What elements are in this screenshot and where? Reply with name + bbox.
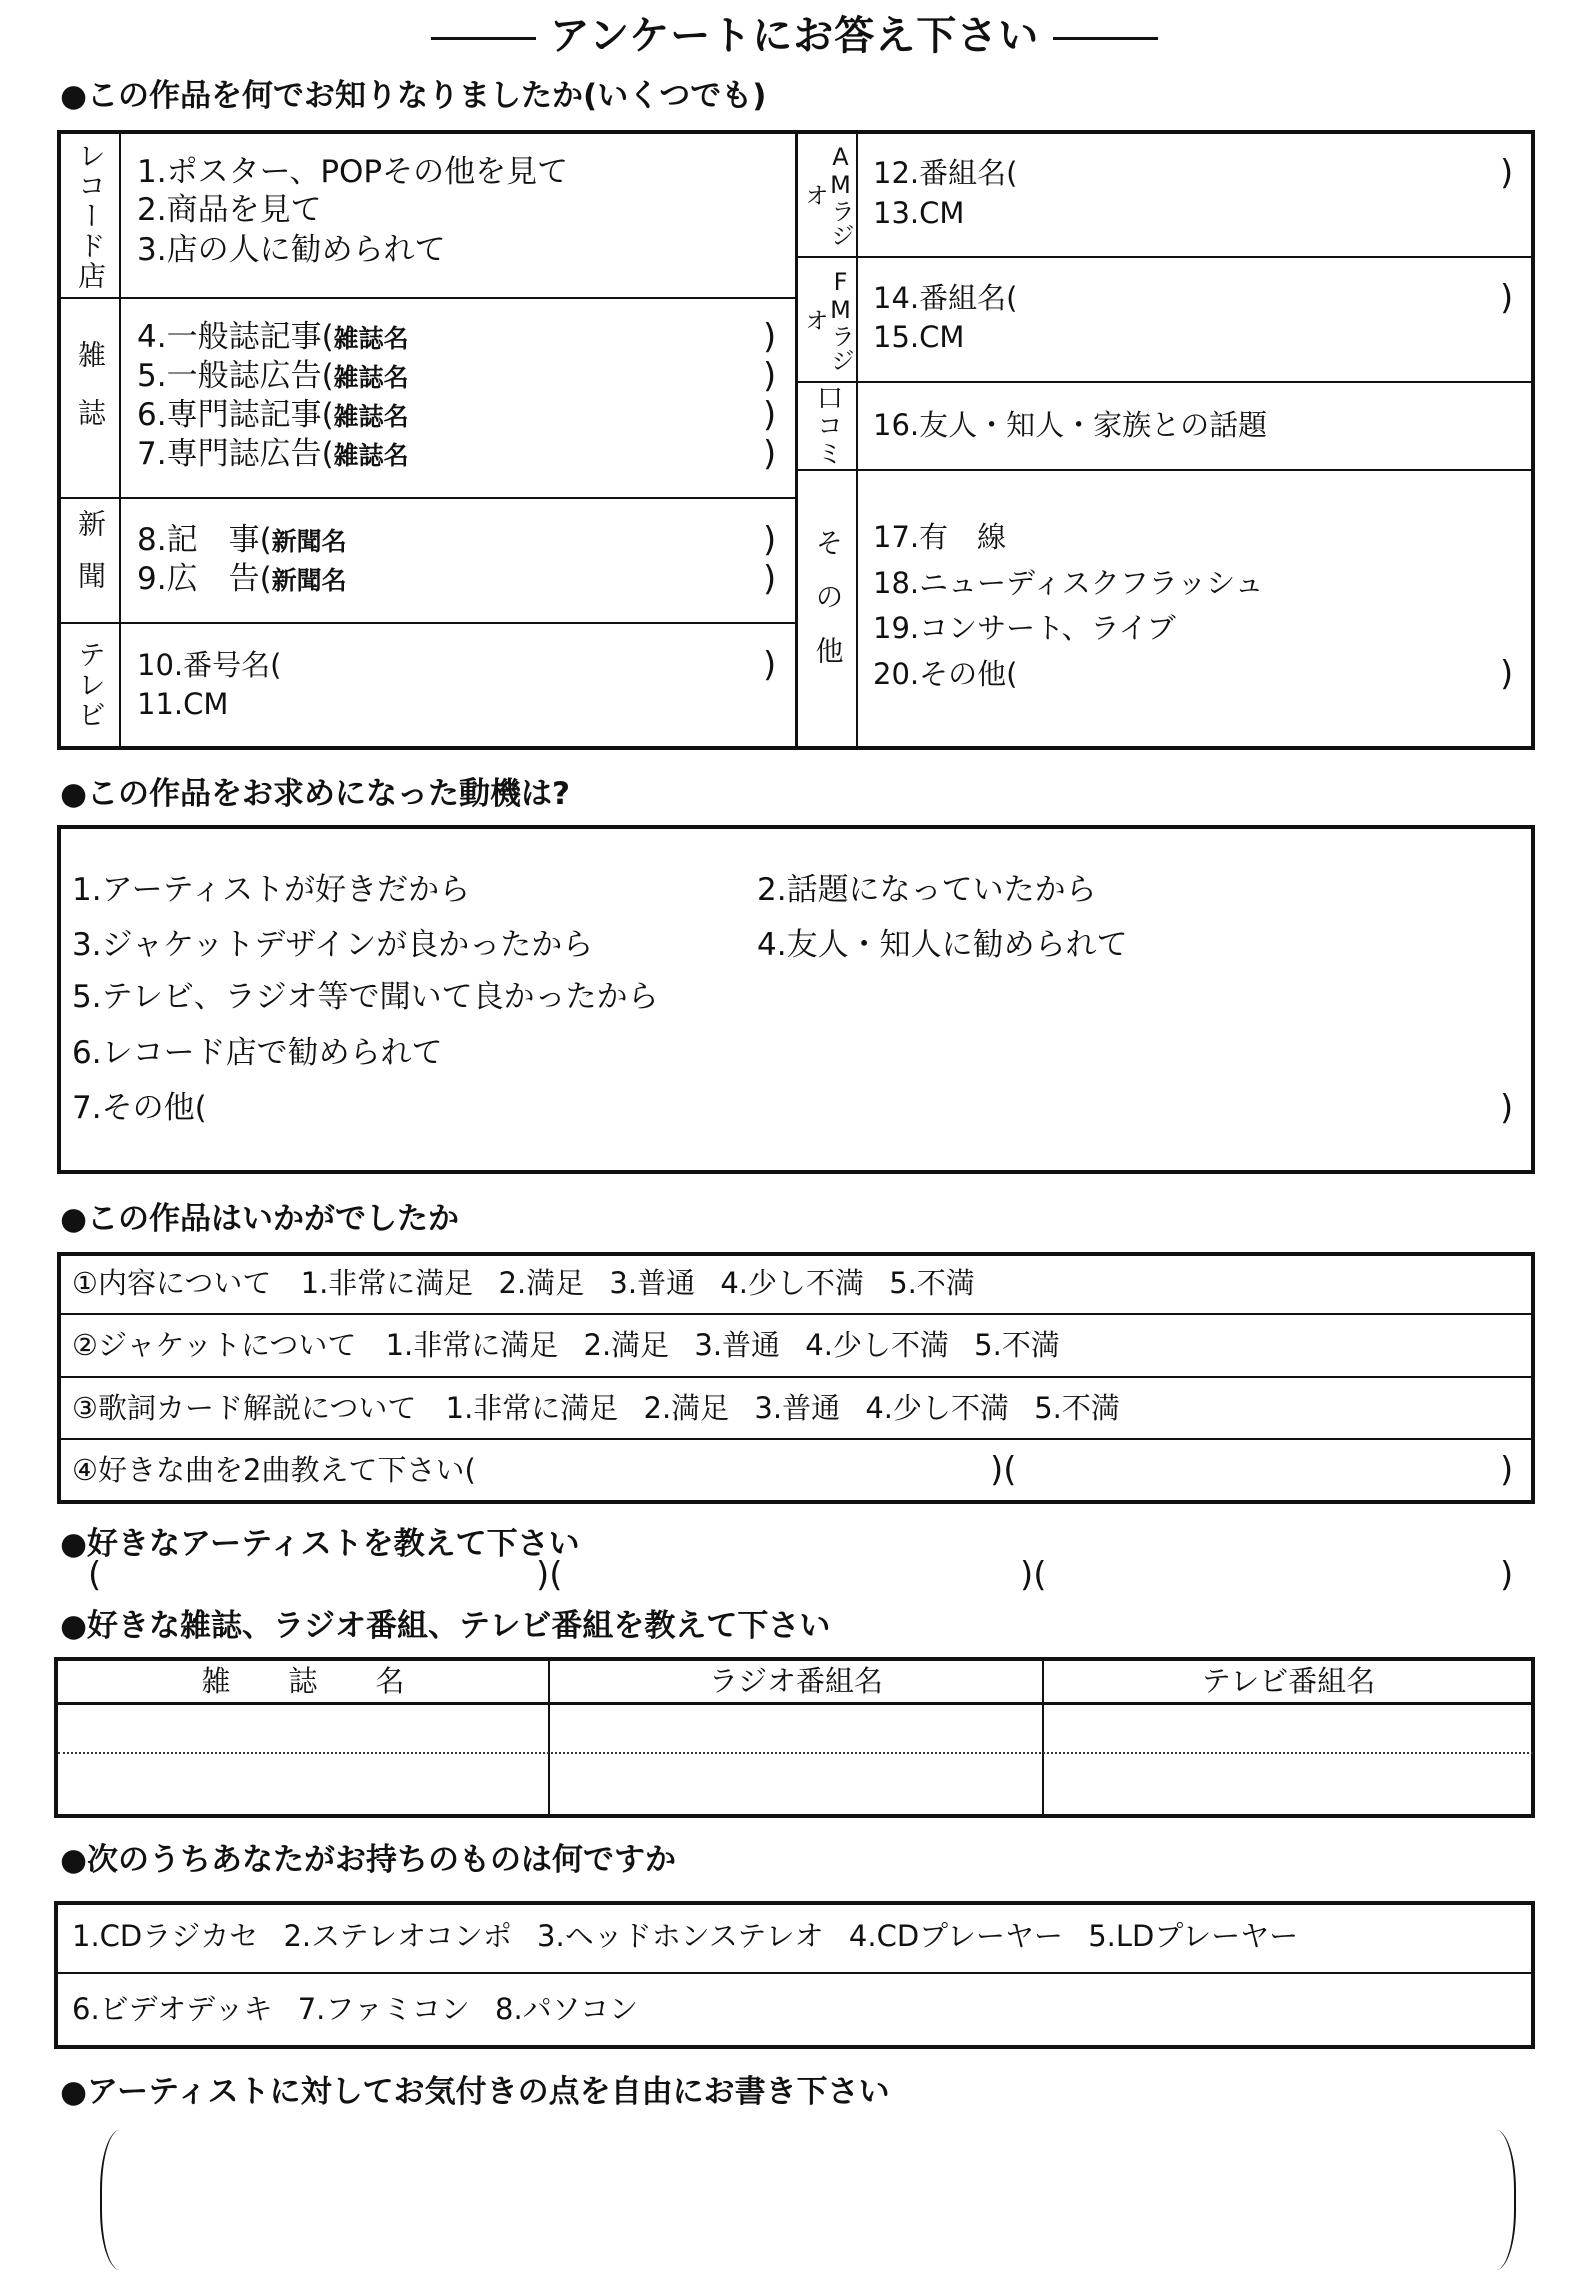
owned-option-6[interactable]: 6.ビデオデッキ — [72, 1992, 273, 2026]
survey-title — [0, 4, 1589, 64]
q3-heading: ●この作品はいかがでしたか — [60, 1201, 460, 1237]
source-option-8[interactable] — [137, 521, 347, 561]
owned-option-4[interactable]: 4.CDプレーヤー — [848, 1919, 1063, 1953]
survey-title-text: アンケートにお答え下さい — [549, 13, 1040, 59]
rating-row-content — [72, 1264, 975, 1302]
rating-jacket-option-4[interactable]: 4.少し不満 — [805, 1328, 949, 1362]
rating-content-option-4[interactable]: 4.少し不満 — [720, 1266, 864, 1300]
owned-option-1[interactable]: 1.CDラジカセ — [72, 1919, 259, 1953]
source-option-2[interactable]: 2.商品を見て — [137, 192, 322, 228]
am-program-field-close: ) — [1500, 153, 1514, 193]
tv-field-close: ) — [763, 645, 777, 685]
group-label-magazine: 雑誌 — [74, 340, 107, 456]
group-label-other: その他 — [811, 527, 845, 690]
source-option-1[interactable]: 1.ポスター、POPその他を見て — [137, 154, 569, 190]
owned-option-8[interactable]: 8.パソコン — [495, 1992, 639, 2026]
q1-heading: ●この作品を何でお知りなりましたか(いくつでも) — [60, 78, 767, 114]
q1-right-row-divider — [797, 256, 1533, 258]
free-comment-field[interactable] — [100, 2130, 1516, 2274]
q7-heading: ●アーティストに対してお気付きの点を自由にお書き下さい — [60, 2074, 890, 2110]
owned-option-2[interactable]: 2.ステレオコンポ — [283, 1919, 512, 1953]
source-option-20[interactable]: 20.その他( — [873, 657, 1018, 691]
radio-entry-2[interactable] — [551, 1755, 1041, 1813]
owned-option-3[interactable]: 3.ヘッドホンステレオ — [537, 1919, 824, 1953]
rating-content-option-5[interactable]: 5.不満 — [889, 1266, 975, 1300]
artist-field-1-open[interactable]: ( — [88, 1555, 102, 1595]
q1-left-label-divider — [119, 132, 121, 748]
artist-field-2-open[interactable]: )( — [536, 1555, 563, 1595]
rating-row-jacket — [72, 1326, 1060, 1364]
radio-entry-1[interactable] — [551, 1706, 1041, 1751]
rating-jacket-option-1[interactable]: 1.非常に満足 — [385, 1328, 559, 1362]
magazine-name-hint: 雑誌名 — [333, 441, 409, 470]
owned-option-7[interactable]: 7.ファミコン — [297, 1992, 470, 2026]
motive-other-field-close: ) — [1500, 1088, 1514, 1128]
q6-heading: ●次のうちあなたがお持ちのものは何ですか — [60, 1842, 677, 1878]
group-label-word-of-mouth: 口コミ — [812, 384, 843, 468]
source-option-7-label: 7.専門誌広告( — [137, 436, 334, 472]
fm-program-field-close: ) — [1500, 278, 1514, 318]
motive-option-1[interactable]: 1.アーティストが好きだから — [72, 872, 471, 908]
comment-open-paren — [100, 2130, 120, 2270]
title-rule-left — [431, 37, 536, 40]
q1-left-row-divider — [59, 497, 796, 499]
magazine-field-close: ) — [763, 434, 777, 474]
source-option-6-label: 6.専門誌記事( — [137, 397, 334, 433]
favorites-dotted-line — [58, 1752, 1533, 1754]
source-option-7[interactable] — [137, 435, 409, 475]
newspaper-field-close: ) — [763, 559, 777, 599]
motive-option-3[interactable]: 3.ジャケットデザインが良かったから — [72, 927, 594, 963]
owned-option-5[interactable]: 5.LDプレーヤー — [1088, 1919, 1299, 1953]
group-label-am-radio: AMラジオ — [800, 143, 855, 247]
favorite-songs-label: ④好きな曲を2曲教えて下さい( — [72, 1453, 476, 1487]
q1-left-row-divider — [59, 622, 796, 624]
q1-right-row-divider — [797, 381, 1533, 383]
rating-lyrics-option-2[interactable]: 2.満足 — [643, 1391, 730, 1425]
favorites-header-divider — [56, 1702, 1533, 1705]
rating-jacket-option-5[interactable]: 5.不満 — [974, 1328, 1060, 1362]
source-option-10[interactable]: 10.番号名( — [137, 648, 282, 682]
source-option-6[interactable] — [137, 396, 409, 436]
rating-lyrics-option-1[interactable]: 1.非常に満足 — [445, 1391, 619, 1425]
source-option-13[interactable]: 13.CM — [873, 196, 965, 230]
rating-content-option-3[interactable]: 3.普通 — [609, 1266, 696, 1300]
owned-items-divider — [56, 1972, 1533, 1974]
q1-center-divider — [795, 132, 798, 748]
source-option-14[interactable]: 14.番組名( — [873, 281, 1018, 315]
group-label-fm-radio: FMラジオ — [800, 267, 855, 372]
source-option-18[interactable]: 18.ニューディスクフラッシュ — [873, 566, 1264, 600]
group-label-tv: テレビ — [74, 640, 107, 730]
source-option-5[interactable] — [137, 357, 409, 397]
owned-row-2 — [72, 1990, 638, 2028]
q1-right-row-divider — [797, 469, 1533, 471]
source-option-9-label: 9.広 告( — [137, 561, 272, 597]
magazine-field-close: ) — [763, 395, 777, 435]
newspaper-name-hint: 新聞名 — [271, 527, 347, 556]
rating-row-label: ①内容について — [72, 1266, 272, 1300]
source-option-19[interactable]: 19.コンサート、ライブ — [873, 611, 1176, 645]
motive-option-5[interactable]: 5.テレビ、ラジオ等で聞いて良かったから — [72, 979, 659, 1015]
tv-entry-1[interactable] — [1045, 1706, 1532, 1751]
magazine-field-close: ) — [763, 317, 777, 357]
q1-left-row-divider — [59, 297, 796, 299]
q2-heading: ●この作品をお求めになった動機は? — [60, 776, 571, 812]
magazine-name-hint: 雑誌名 — [333, 363, 409, 392]
tv-entry-2[interactable] — [1045, 1755, 1532, 1813]
comment-close-paren — [1496, 2130, 1516, 2270]
group-label-record-store: レコード店 — [74, 140, 107, 291]
rating-lyrics-option-4[interactable]: 4.少し不満 — [865, 1391, 1009, 1425]
artist-field-3-open[interactable]: )( — [1020, 1555, 1047, 1595]
rating-lyrics-option-3[interactable]: 3.普通 — [754, 1391, 841, 1425]
other-source-field-close: ) — [1500, 654, 1514, 694]
rating-row-lyrics-card — [72, 1389, 1120, 1427]
magazine-name-hint: 雑誌名 — [333, 402, 409, 431]
motive-option-4[interactable]: 4.友人・知人に勧められて — [757, 927, 1128, 963]
title-rule-right — [1053, 37, 1158, 40]
q3-row-divider — [59, 1313, 1533, 1315]
q4-heading: ●好きなアーティストを教えて下さい — [60, 1526, 580, 1562]
source-option-4-label: 4.一般誌記事( — [137, 319, 334, 355]
rating-content-option-1[interactable]: 1.非常に満足 — [300, 1266, 474, 1300]
rating-lyrics-option-5[interactable]: 5.不満 — [1034, 1391, 1120, 1425]
source-option-16[interactable]: 16.友人・知人・家族との話題 — [873, 408, 1268, 442]
source-option-17[interactable]: 17.有 線 — [873, 520, 1007, 554]
owned-row-1 — [72, 1917, 1298, 1955]
favorite-song-2-field-close[interactable]: ) — [1500, 1450, 1514, 1490]
favorite-song-1-field-close[interactable]: )( — [990, 1450, 1017, 1490]
magazine-entry-2[interactable] — [58, 1755, 547, 1813]
source-option-15[interactable]: 15.CM — [873, 320, 965, 354]
column-magazine-name: 雑 誌 名 — [201, 1664, 405, 1698]
group-label-newspaper: 新聞 — [74, 508, 107, 613]
rating-row-label: ③歌詞カード解説について — [72, 1391, 417, 1425]
rating-jacket-option-3[interactable]: 3.普通 — [694, 1328, 781, 1362]
source-option-8-label: 8.記 事( — [137, 522, 272, 558]
q3-row-divider — [59, 1376, 1533, 1378]
source-option-9[interactable] — [137, 560, 347, 600]
q5-heading: ●好きな雑誌、ラジオ番組、テレビ番組を教えて下さい — [60, 1608, 831, 1644]
source-option-5-label: 5.一般誌広告( — [137, 358, 334, 394]
column-radio-program: ラジオ番組名 — [708, 1664, 883, 1698]
artist-field-3-close: ) — [1500, 1555, 1514, 1595]
source-option-4[interactable] — [137, 318, 409, 358]
newspaper-field-close: ) — [763, 520, 777, 560]
rating-jacket-option-2[interactable]: 2.満足 — [583, 1328, 670, 1362]
source-option-3[interactable]: 3.店の人に勧められて — [137, 232, 446, 268]
q3-row-divider — [59, 1438, 1533, 1440]
motive-option-6[interactable]: 6.レコード店で勧められて — [72, 1035, 443, 1071]
rating-row-label: ②ジャケットについて — [72, 1328, 357, 1362]
rating-content-option-2[interactable]: 2.満足 — [498, 1266, 585, 1300]
motive-option-2[interactable]: 2.話題になっていたから — [757, 872, 1097, 908]
source-option-12[interactable]: 12.番組名( — [873, 156, 1018, 190]
newspaper-name-hint: 新聞名 — [271, 566, 347, 595]
magazine-field-close: ) — [763, 356, 777, 396]
source-option-11[interactable]: 11.CM — [137, 687, 229, 721]
magazine-name-hint: 雑誌名 — [333, 324, 409, 353]
q1-right-label-divider — [856, 132, 858, 748]
magazine-entry-1[interactable] — [58, 1706, 547, 1751]
motive-option-7[interactable]: 7.その他( — [72, 1090, 207, 1126]
column-tv-program: テレビ番組名 — [1201, 1664, 1376, 1698]
